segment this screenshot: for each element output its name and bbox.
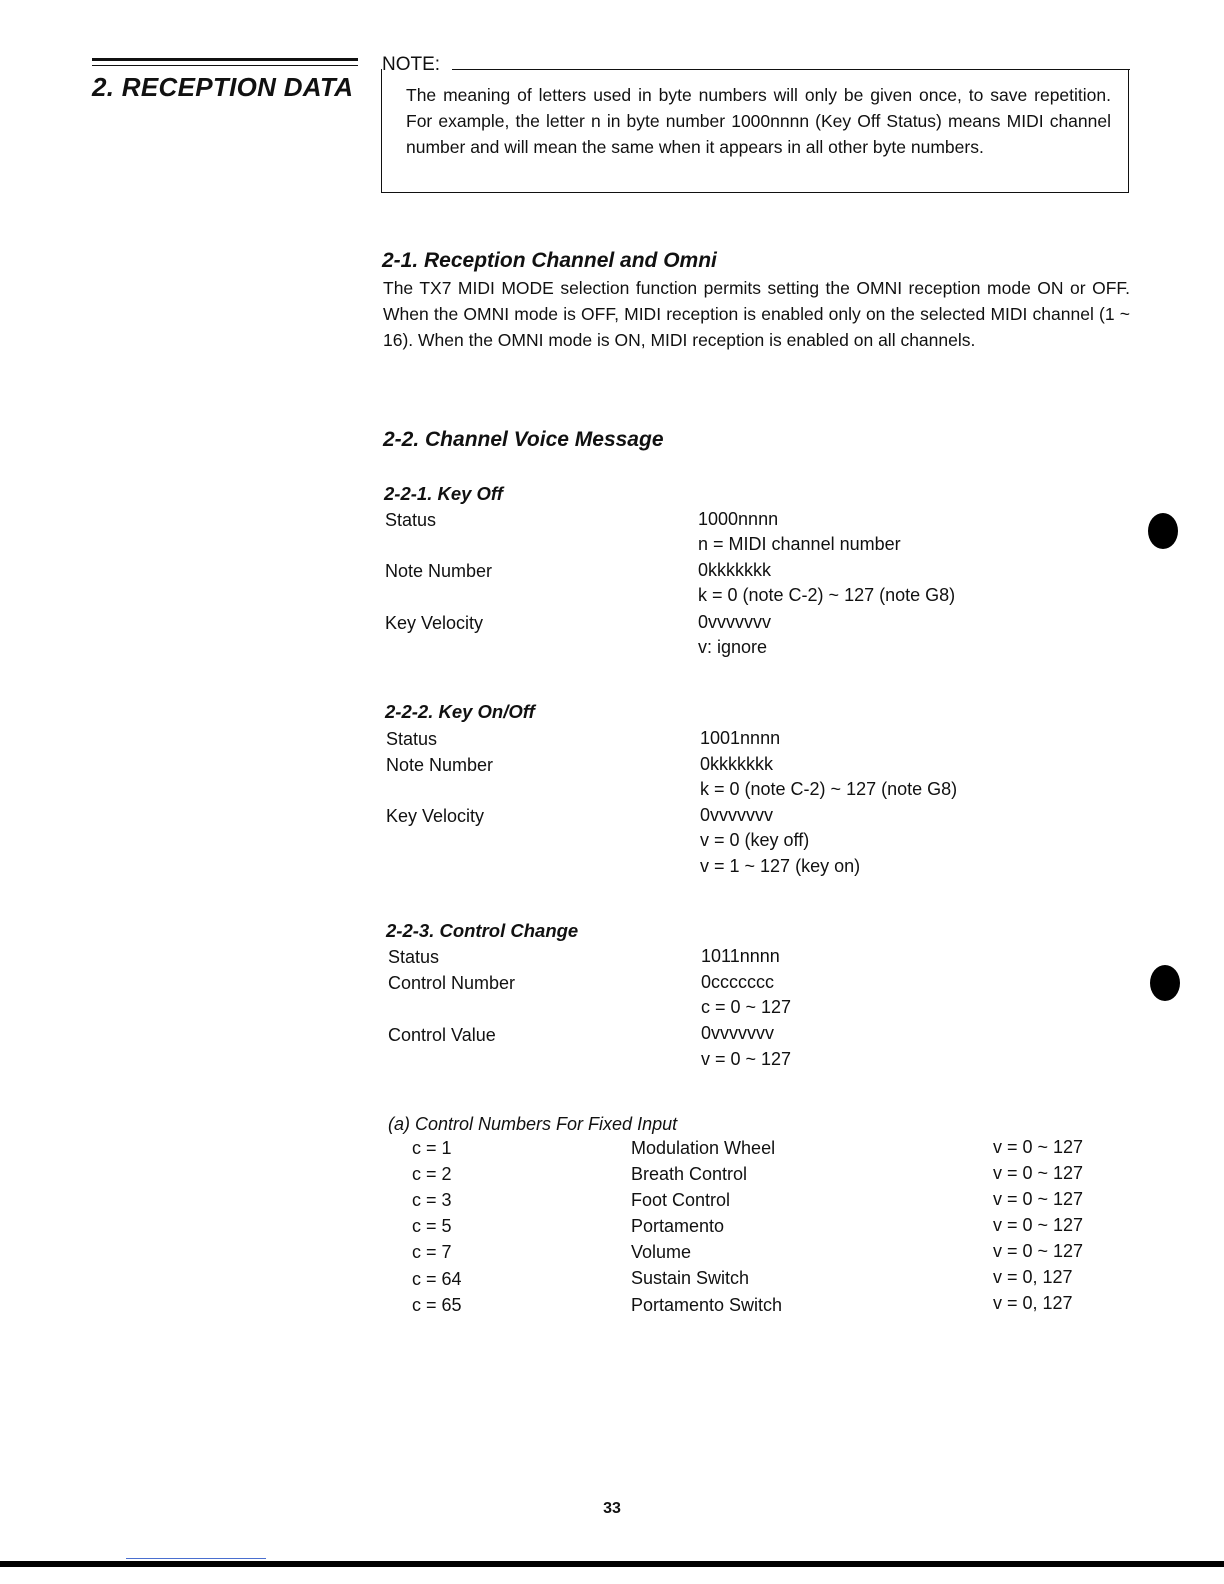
scan-artifact-line <box>126 1558 266 1559</box>
page-number: 33 <box>603 1500 621 1517</box>
row-value: 1001nnnn <box>700 728 781 748</box>
fixed-input-heading: (a) Control Numbers For Fixed Input <box>388 1114 678 1134</box>
table-cell-name: Portamento Switch <box>631 1295 783 1315</box>
row-value: k = 0 (note C-2) ~ 127 (note G8) <box>700 779 958 799</box>
table-cell-c: c = 3 <box>412 1190 452 1210</box>
row-value: 1000nnnn <box>698 509 779 529</box>
row-value: v = 0 ~ 127 <box>701 1049 792 1069</box>
row-label: Control Value <box>388 1025 496 1045</box>
row-value: v = 1 ~ 127 (key on) <box>700 856 861 876</box>
table-cell-c: c = 64 <box>412 1269 462 1289</box>
binder-hole-mark <box>1148 513 1178 549</box>
table-cell-name: Volume <box>631 1242 692 1262</box>
title-rule <box>92 58 358 66</box>
table-cell-v: v = 0 ~ 127 <box>993 1137 1084 1157</box>
row-value: c = 0 ~ 127 <box>701 997 792 1017</box>
row-value: 0kkkkkkk <box>700 754 774 774</box>
row-value: 0kkkkkkk <box>698 560 772 580</box>
table-cell-name: Foot Control <box>631 1190 731 1210</box>
section-title: 2. RECEPTION DATA <box>92 72 354 102</box>
table-cell-c: c = 5 <box>412 1216 452 1236</box>
table-cell-c: c = 2 <box>412 1164 452 1184</box>
row-label: Status <box>386 729 438 749</box>
row-label: Status <box>385 510 437 530</box>
row-label: Note Number <box>386 755 494 775</box>
row-value: n = MIDI channel number <box>698 534 901 554</box>
table-cell-name: Sustain Switch <box>631 1268 750 1288</box>
row-value: 0vvvvvvv <box>701 1023 775 1043</box>
heading-2-2-1: 2-2-1. Key Off <box>384 483 503 504</box>
table-cell-v: v = 0 ~ 127 <box>993 1163 1084 1183</box>
table-cell-c: c = 7 <box>412 1242 452 1262</box>
binder-hole-mark <box>1150 965 1180 1001</box>
heading-2-1: 2-1. Reception Channel and Omni <box>382 249 717 272</box>
row-value: k = 0 (note C-2) ~ 127 (note G8) <box>698 585 956 605</box>
row-value: 1011nnnn <box>701 946 780 966</box>
heading-2-2-3: 2-2-3. Control Change <box>386 920 579 941</box>
row-label: Note Number <box>385 561 493 581</box>
note-text: The meaning of letters used in byte numbers will only be given once, to save repetition. For example, the letter n in byte number 1000nnnn (Key Off Status) means MIDI channel number and will mean the same when it appears in all other byte numbers. <box>406 85 1111 157</box>
row-value: v: ignore <box>698 637 768 657</box>
table-cell-v: v = 0, 127 <box>993 1267 1073 1287</box>
table-cell-c: c = 65 <box>412 1295 462 1315</box>
table-cell-c: c = 1 <box>412 1138 452 1158</box>
bottom-border <box>0 1561 1224 1567</box>
table-cell-name: Modulation Wheel <box>631 1138 776 1158</box>
table-cell-v: v = 0, 127 <box>993 1293 1073 1313</box>
row-value: 0vvvvvvv <box>700 805 774 825</box>
note-label: NOTE: <box>382 54 441 75</box>
table-cell-v: v = 0 ~ 127 <box>993 1189 1084 1209</box>
table-cell-v: v = 0 ~ 127 <box>993 1215 1084 1235</box>
row-label: Key Velocity <box>386 806 485 826</box>
row-label: Key Velocity <box>385 613 484 633</box>
table-cell-name: Breath Control <box>631 1164 748 1184</box>
row-value: v = 0 (key off) <box>700 830 810 850</box>
paragraph-2-1: The TX7 MIDI MODE selection function permits setting the OMNI reception mode ON or OFF. When the OMNI mode is OFF, MIDI reception is enabled only on the selected MIDI channel (1 ~ 16). When the OMNI mode is ON, MIDI reception is enabled on all channels. <box>383 278 1130 350</box>
table-cell-v: v = 0 ~ 127 <box>993 1241 1084 1261</box>
row-label: Status <box>388 947 440 967</box>
heading-2-2-2: 2-2-2. Key On/Off <box>385 701 535 722</box>
row-value: 0ccccccc <box>701 972 775 992</box>
heading-2-2: 2-2. Channel Voice Message <box>383 428 664 451</box>
row-value: 0vvvvvvv <box>698 612 772 632</box>
table-cell-name: Portamento <box>631 1216 725 1236</box>
row-label: Control Number <box>388 973 516 993</box>
